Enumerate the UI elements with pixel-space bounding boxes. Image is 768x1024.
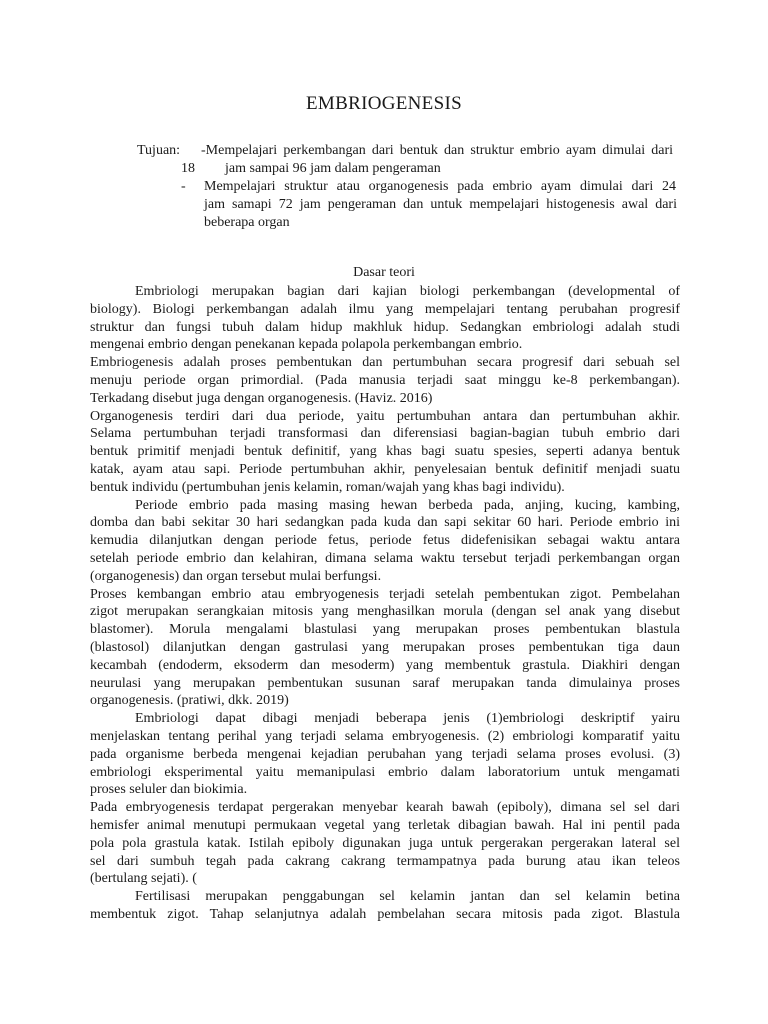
- paragraph-line: sel dari sumbuh tegah pada cakrang cakrang termampatnya pada burung atau ikan teleos: [90, 853, 680, 869]
- paragraph-line: Embriologi dapat dibagi menjadi beberapa jenis (1)embriologi deskriptif yairu: [135, 711, 680, 727]
- paragraph-line: Embriogenesis adalah proses pembentukan dan pertumbuhan secara progresif dari sebuah sel: [90, 355, 680, 371]
- document-title: EMBRIOGENESIS: [306, 93, 462, 114]
- paragraph-line: katak, ayam atau sapi. Periode pertumbuhan akhir, penyelesaian bentuk definitif menjadi suatu: [90, 461, 680, 477]
- paragraph-line: bentuk individu (pertumbuhan jenis kelamin, roman/wajah yang khas bagi individu).: [90, 479, 565, 495]
- paragraph-line: proses seluler dan biokimia.: [90, 782, 248, 798]
- paragraph-line: neurulasi yang merupakan pembentukan susunan saraf merupakan tanda dimulainya proses: [90, 675, 680, 691]
- paragraph-line: (organogenesis) dan organ tersebut mulai berfungsi.: [90, 568, 382, 584]
- paragraph-line: setelah periode embrio dan kelahiran, dimana selama waktu tersebut terjadi perkembangan organ: [90, 550, 680, 566]
- tujuan-item2-dash: -: [181, 179, 186, 194]
- paragraph-line: domba dan babi sekitar 30 hari sedangkan pada kuda dan sapi sekitar 60 hari. Periode embrio ini: [90, 515, 680, 531]
- paragraph: [90, 888, 680, 924]
- tujuan-item1-line2: jam sampai 96 jam dalam pengeraman: [225, 161, 441, 176]
- paragraph-line: Selama pertumbuhan terjadi transformasi dan diferensiasi bagian-bagian tubuh embrio dari: [90, 426, 680, 442]
- paragraph-line: pada organisme berbeda mengenai kejadian perubahan yang terjadi selama proses evolusi. (3): [90, 746, 680, 762]
- paragraph-line: Pada embryogenesis terdapat pergerakan menyebar kearah bawah (epiboly), dimana sel sel dari: [90, 800, 680, 816]
- section-heading: Dasar teori: [353, 265, 415, 280]
- paragraph-line: embriologi eksperimental yaitu memanipulasi embrio dalam laboratorium untuk mengamati: [90, 764, 680, 780]
- body-text: [90, 283, 680, 924]
- paragraph: [90, 408, 680, 497]
- paragraph-line: kecambah (endoderm, eksoderm dan mesoderm) yang membentuk grastula. Diakhiri dengan: [90, 657, 680, 673]
- paragraph: [90, 354, 680, 407]
- tujuan-item2-line1: Mempelajari struktur atau organogenesis pada embrio ayam dimulai dari 24: [204, 179, 676, 194]
- paragraph-line: organogenesis. (pratiwi, dkk. 2019): [90, 693, 289, 709]
- paragraph-line: hemisfer animal menutupi permukaan vegetal yang terletak dibagian bawah. Hal ini pentil pada: [90, 817, 680, 833]
- paragraph-line: kemudia dilanjutkan dengan periode fetus, periode fetus didefenisikan sebagai waktu antara: [90, 533, 680, 549]
- tujuan-item2-line3: beberapa organ: [204, 215, 290, 230]
- paragraph: [90, 799, 680, 888]
- paragraph-line: biology). Biologi perkembangan adalah ilmu yang mempelajari tentang perubahan progresif: [90, 301, 680, 317]
- paragraph-line: menuju periode organ primordial. (Pada manusia terjadi saat minggu ke-8 perkembangan).: [90, 372, 680, 388]
- paragraph-line: (blastosol) dilanjutkan dengan gastrulasi yang merupakan proses pembentukan tiga daun: [90, 639, 680, 655]
- paragraph-line: Fertilisasi merupakan penggabungan sel kelamin jantan dan sel kelamin betina: [135, 889, 680, 905]
- tujuan-item2-line2: jam samapi 72 jam pengeraman dan untuk mempelajari histogenesis awal dari: [204, 197, 677, 212]
- paragraph-line: pola pola grastula katak. Istilah epiboly digunakan juga untuk pergerakan pergerakan lateral sel: [90, 835, 680, 851]
- tujuan-item1-line1: -Mempelajari perkembangan dari bentuk dan struktur embrio ayam dimulai dari: [201, 143, 673, 158]
- paragraph-line: (bertulang sejati). (: [90, 871, 197, 887]
- tujuan-item1-number: 18: [181, 161, 195, 176]
- tujuan-label: Tujuan:: [137, 143, 181, 158]
- paragraph-line: zigot merupakan serangkaian mitosis yang menghasilkan morula (dengan sel anak yang disebut: [90, 604, 680, 620]
- paragraph-line: menjelaskan tentang perihal yang terjadi selama embryogenesis. (2) embriologi komparatif yaitu: [90, 728, 680, 744]
- paragraph: [90, 497, 680, 586]
- paragraph-line: bentuk primitif menjadi bentuk definitif, yang khas bagi suatu spesies, seperti adanya bentuk: [90, 444, 680, 460]
- paragraph: [90, 586, 680, 711]
- paragraph-line: struktur dan fungsi tubuh dalam hidup makhluk hidup. Sedangkan embriologi adalah studi: [90, 319, 680, 335]
- paragraph-line: Embriologi merupakan bagian dari kajian biologi perkembangan (developmental of: [135, 284, 680, 299]
- paragraph-line: Terkadang disebut juga dengan organogenesis. (Haviz. 2016): [90, 390, 433, 406]
- paragraph-line: Proses kembangan embrio atau embryogenesis terjadi setelah pembentukan zigot. Pembelahan: [90, 586, 680, 602]
- paragraph: [90, 283, 680, 354]
- paragraph-line: blastomer). Morula mengalami blastulasi yang merupakan proses pembentukan blastula: [90, 622, 680, 638]
- paragraph-line: membentuk zigot. Tahap selanjutnya adalah pembelahan secara mitosis pada zigot. Blastula: [90, 906, 680, 922]
- paragraph-line: mengenai embrio dengan penekanan kepada polapola perkembangan embrio.: [90, 337, 523, 353]
- paragraph-line: Organogenesis terdiri dari dua periode, yaitu pertumbuhan antara dan pertumbuhan akhir.: [90, 408, 680, 424]
- paragraph: [90, 710, 680, 799]
- paragraph-line: Periode embrio pada masing masing hewan berbeda pada, anjing, kucing, kambing,: [135, 497, 680, 513]
